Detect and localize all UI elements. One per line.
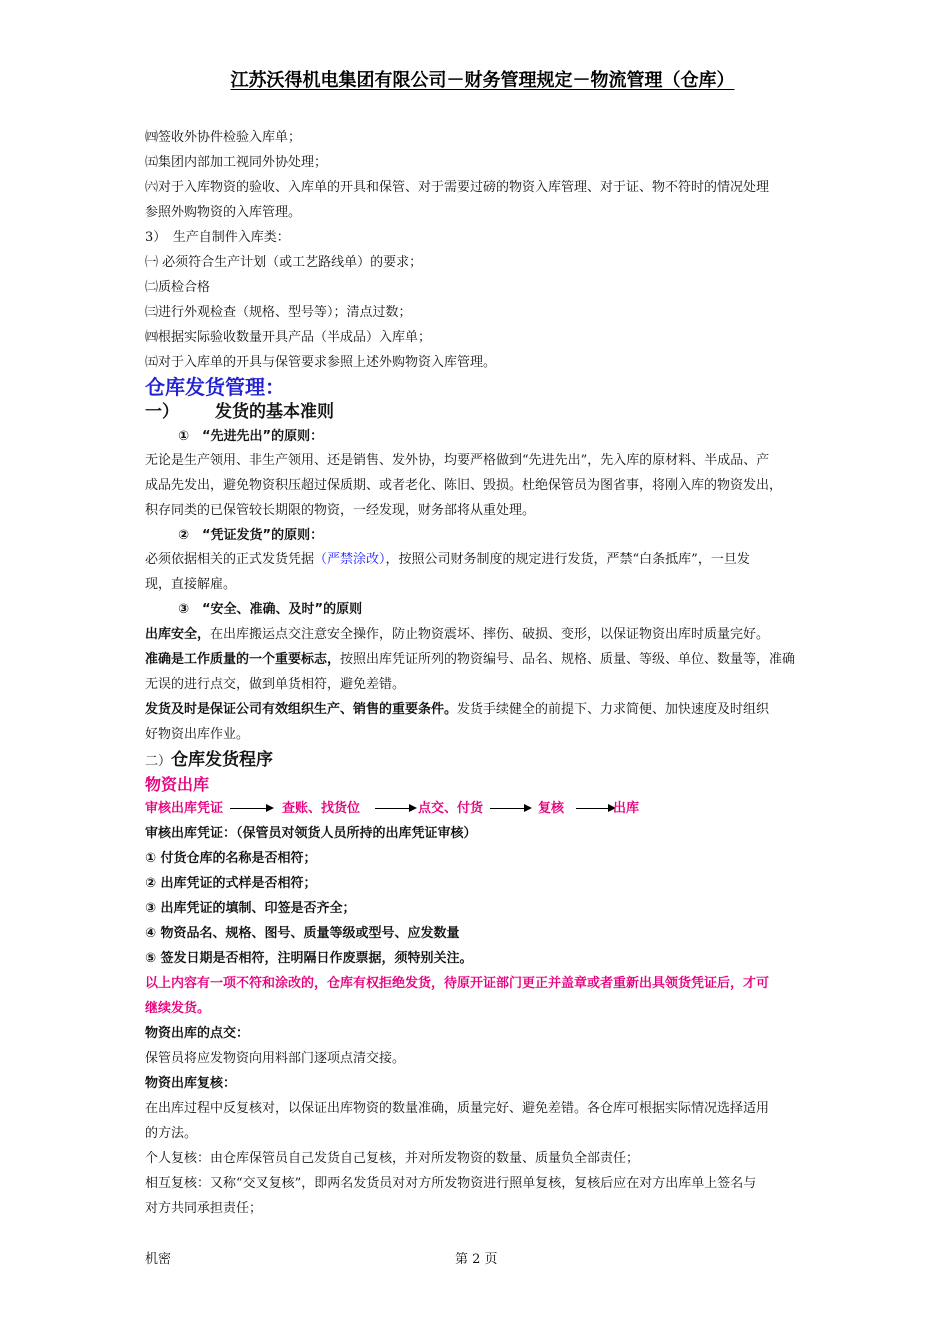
- subsection-title: 发货的基本准则: [215, 402, 334, 422]
- principle-1-body: 积存同类的已保管较长期限的物资，一经发现，财务部将从重处理。: [145, 503, 536, 518]
- principle-3-title: ③ “安全、准确、及时”的原则: [178, 602, 363, 617]
- arrow-right-icon: [490, 808, 530, 809]
- review-title: 审核出库凭证：（保管员对领货人员所持的出库凭证审核）: [145, 826, 477, 841]
- principle-1-title: ① “先进先出”的原则：: [178, 429, 324, 444]
- review-item: ② 出库凭证的式样是否相符；: [145, 876, 317, 891]
- principle-2-body: 必须依据相关的正式发货凭据（严禁涂改），按照公司财务制度的规定进行发货，严禁“白条抵库”，一旦发: [145, 552, 750, 567]
- recheck-title: 物资出库复核：: [145, 1076, 237, 1091]
- subsection-number: 一）: [145, 402, 179, 422]
- text-line: ㈥对于入库物资的验收、入库单的开具和保管、对于需要过磅的物资入库管理、对于证、物不符时的情况处理: [145, 180, 770, 195]
- flow-step: 出库: [613, 801, 640, 816]
- arrow-right-icon: [230, 808, 272, 809]
- material-out-heading: 物资出库: [145, 775, 210, 794]
- footer-page-number: 第 2 页: [455, 1252, 498, 1267]
- recheck-body: 对方共同承担责任；: [145, 1201, 263, 1216]
- flow-step: 点交、付货: [418, 801, 484, 816]
- flow-step: 复核: [538, 801, 565, 816]
- review-item: ① 付货仓库的名称是否相符；: [145, 851, 317, 866]
- handover-title: 物资出库的点交：: [145, 1026, 250, 1041]
- text-line: ㈤对于入库单的开具与保管要求参照上述外购物资入库管理。: [145, 355, 497, 370]
- principle-3-para: 好物资出库作业。: [145, 727, 250, 742]
- text-line: ㈣签收外协件检验入库单；: [145, 130, 302, 145]
- no-alteration-note: （严禁涂改）: [314, 552, 386, 567]
- page-header-title: 江苏沃得机电集团有限公司－财务管理规定－物流管理（仓库）: [230, 70, 735, 91]
- handover-body: 保管员将应发物资向用料部门逐项点清交接。: [145, 1051, 406, 1066]
- recheck-body: 个人复核：由仓库保管员自己发货自己复核，并对所发物资的数量、质量负全部责任；: [145, 1151, 640, 1166]
- flow-step: 查账、找货位: [282, 801, 361, 816]
- recheck-body: 的方法。: [145, 1126, 198, 1141]
- flow-step: 审核出库凭证: [145, 801, 224, 816]
- review-warning: 继续发货。: [145, 1001, 211, 1016]
- text-line: 参照外购物资的入库管理。: [145, 205, 302, 220]
- review-item: ⑤ 签发日期是否相符，注明隔日作废票据，须特别关注。: [145, 951, 473, 966]
- principle-3-para: 出库安全，在出库搬运点交注意安全操作，防止物资震坏、摔伤、破损、变形，以保证物资出库时质量完好。: [145, 627, 770, 642]
- subsection-number: 二）: [145, 754, 172, 769]
- text-line: ㈤集团内部加工视同外协处理；: [145, 155, 328, 170]
- principle-2-title: ② “凭证发货”的原则：: [178, 528, 324, 543]
- outbound-flow: [145, 800, 825, 820]
- footer-confidential: 机密: [145, 1252, 172, 1267]
- section-title: 仓库发货管理：: [145, 375, 285, 399]
- principle-2-body: 现，直接解雇。: [145, 577, 237, 592]
- recheck-body: 在出库过程中反复核对，以保证出库物资的数量准确，质量完好、避免差错。各仓库可根据实际情况选择适用: [145, 1101, 770, 1116]
- recheck-body: 相互复核：又称“交叉复核”，即两名发货员对对方所发物资进行照单复核，复核后应在对方出库单上签名与: [145, 1176, 757, 1191]
- principle-1-body: 无论是生产领用、非生产领用、还是销售、发外协，均要严格做到“先进先出”，先入库的原材料、半成品、产: [145, 453, 770, 468]
- principle-1-body: 成品先发出，避免物资积压超过保质期、或者老化、陈旧、毁损。杜绝保管员为图省事，将刚入库的物资发出，: [145, 478, 783, 493]
- subsection-heading-2: [145, 749, 825, 773]
- text-line: ㈡质检合格: [145, 280, 211, 295]
- subsection-heading-1: [145, 401, 825, 423]
- review-warning: 以上内容有一项不符和涂改的，仓库有权拒绝发货，待原开证部门更正并盖章或者重新出具领货凭证后，才可: [145, 976, 770, 991]
- text-line: ㈣根据实际验收数量开具产品（半成品）入库单；: [145, 330, 432, 345]
- review-item: ③ 出库凭证的填制、印签是否齐全；: [145, 901, 356, 916]
- arrow-right-icon: [576, 808, 614, 809]
- text-line: 3） 生产自制件入库类：: [145, 230, 290, 245]
- review-item: ④ 物资品名、规格、图号、质量等级或型号、应发数量: [145, 926, 460, 941]
- arrow-right-icon: [375, 808, 415, 809]
- subsection-title: 仓库发货程序: [171, 750, 274, 770]
- principle-3-para: 准确是工作质量的一个重要标志，按照出库凭证所列的物资编号、品名、规格、质量、等级、单位、数量等，准确: [145, 652, 796, 667]
- principle-3-para: 无误的进行点交，做到单货相符，避免差错。: [145, 677, 406, 692]
- text-line: ㈢进行外观检查（规格、型号等）；清点过数；: [145, 305, 412, 320]
- principle-3-para: 发货及时是保证公司有效组织生产、销售的重要条件。发货手续健全的前提下、力求简便、加快速度及时组织: [145, 702, 770, 717]
- text-line: ㈠ 必须符合生产计划（或工艺路线单）的要求；: [145, 255, 423, 270]
